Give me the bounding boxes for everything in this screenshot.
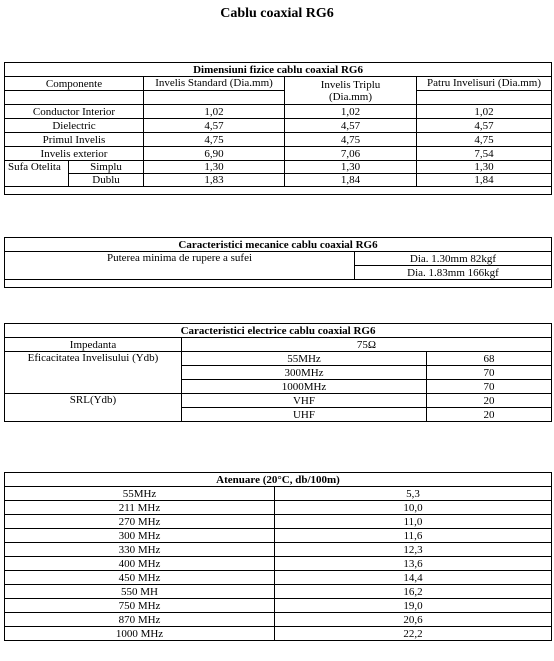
attenuation-value-cell: 13,6 (275, 557, 552, 571)
row-label: Dielectric (5, 119, 144, 133)
attenuation-value-cell: 16,2 (275, 585, 552, 599)
efficiency-label: Eficacitatea Invelisului (Ydb) (5, 352, 182, 394)
table-cell: 300MHz (182, 366, 427, 380)
table-cell: 6,90 (144, 147, 285, 161)
table-row (5, 487, 552, 501)
table-cell: 4,75 (144, 133, 285, 147)
attenuation-value-cell: 5,3 (275, 487, 552, 501)
sufa-otelita-label: Sufa Otelita (5, 161, 69, 187)
frequency-cell: 400 MHz (5, 557, 275, 571)
table-row (5, 501, 552, 515)
frequency-cell: 450 MHz (5, 571, 275, 585)
table-cell: 4,75 (417, 133, 552, 147)
table-cell: 20 (427, 408, 552, 422)
electrical-caption: Caracteristici electrice cablu coaxial RG6 (5, 324, 552, 338)
table-cell: 1,02 (417, 105, 552, 119)
header-invelis-triplu: Invelis Triplu (Dia.mm) (285, 77, 417, 105)
table-row (5, 627, 552, 641)
table-cell: 1,84 (417, 174, 552, 187)
table-cell: Dia. 1.30mm 82kgf (355, 252, 552, 266)
physical-caption: Dimensiuni fizice cablu coaxial RG6 (5, 63, 552, 77)
table-cell: 4,75 (285, 133, 417, 147)
row-label: Primul Invelis (5, 133, 144, 147)
row-label: Conductor Interior (5, 105, 144, 119)
table-row (5, 543, 552, 557)
mechanical-caption: Caracteristici mecanice cablu coaxial RG6 (5, 238, 552, 252)
attenuation-value-cell: 11,0 (275, 515, 552, 529)
table-cell: 1000MHz (182, 380, 427, 394)
attenuation-value-cell: 20,6 (275, 613, 552, 627)
table-cell: 1,02 (144, 105, 285, 119)
table-row (5, 133, 552, 147)
table-cell: 70 (427, 380, 552, 394)
table-row (5, 585, 552, 599)
frequency-cell: 55MHz (5, 487, 275, 501)
table-row (5, 105, 552, 119)
attenuation-value-cell: 19,0 (275, 599, 552, 613)
impedance-value: 75Ω (182, 338, 552, 352)
table-row (5, 613, 552, 627)
table-cell: 4,57 (417, 119, 552, 133)
table-row (5, 119, 552, 133)
table-cell: Dia. 1.83mm 166kgf (355, 266, 552, 280)
header-componente: Componente (5, 77, 144, 91)
page-title: Cablu coaxial RG6 (220, 6, 334, 21)
frequency-cell: 750 MHz (5, 599, 275, 613)
table-row (5, 147, 552, 161)
frequency-cell: 270 MHz (5, 515, 275, 529)
attenuation-value-cell: 10,0 (275, 501, 552, 515)
frequency-cell: 870 MHz (5, 613, 275, 627)
table-cell: 70 (427, 366, 552, 380)
table-row (5, 571, 552, 585)
table-cell: 20 (427, 394, 552, 408)
table-cell: 1,84 (285, 174, 417, 187)
table-cell: 4,57 (285, 119, 417, 133)
table-row (5, 599, 552, 613)
table-cell: 4,57 (144, 119, 285, 133)
header-patru-invelisuri: Patru Invelisuri (Dia.mm) (417, 77, 552, 91)
mechanical-table (4, 237, 552, 288)
attenuation-caption: Atenuare (20°C, db/100m) (5, 473, 552, 487)
rupture-strength-label: Puterea minima de rupere a sufei (5, 252, 355, 280)
table-row (5, 529, 552, 543)
physical-dimensions-table (4, 62, 552, 195)
wire-row-label: Simplu (69, 161, 144, 174)
frequency-cell: 1000 MHz (5, 627, 275, 641)
table-row (5, 515, 552, 529)
table-cell: 68 (427, 352, 552, 366)
attenuation-table (4, 472, 552, 641)
frequency-cell: 330 MHz (5, 543, 275, 557)
table-cell: 1,30 (417, 161, 552, 174)
frequency-cell: 300 MHz (5, 529, 275, 543)
frequency-cell: 211 MHz (5, 501, 275, 515)
frequency-cell: 550 MH (5, 585, 275, 599)
srl-label: SRL(Ydb) (5, 394, 182, 422)
table-row (5, 557, 552, 571)
table-cell: UHF (182, 408, 427, 422)
impedance-label: Impedanta (5, 338, 182, 352)
attenuation-value-cell: 14,4 (275, 571, 552, 585)
table-cell: 1,02 (285, 105, 417, 119)
attenuation-value-cell: 12,3 (275, 543, 552, 557)
table-cell: 7,54 (417, 147, 552, 161)
table-cell: 7,06 (285, 147, 417, 161)
table-cell: 1,30 (285, 161, 417, 174)
table-cell: VHF (182, 394, 427, 408)
electrical-table (4, 323, 552, 422)
table-cell: 55MHz (182, 352, 427, 366)
attenuation-value-cell: 22,2 (275, 627, 552, 641)
wire-row-label: Dublu (69, 174, 144, 187)
row-label: Invelis exterior (5, 147, 144, 161)
table-cell: 1,30 (144, 161, 285, 174)
attenuation-value-cell: 11,6 (275, 529, 552, 543)
header-invelis-standard: Invelis Standard (Dia.mm) (144, 77, 285, 91)
table-cell: 1,83 (144, 174, 285, 187)
